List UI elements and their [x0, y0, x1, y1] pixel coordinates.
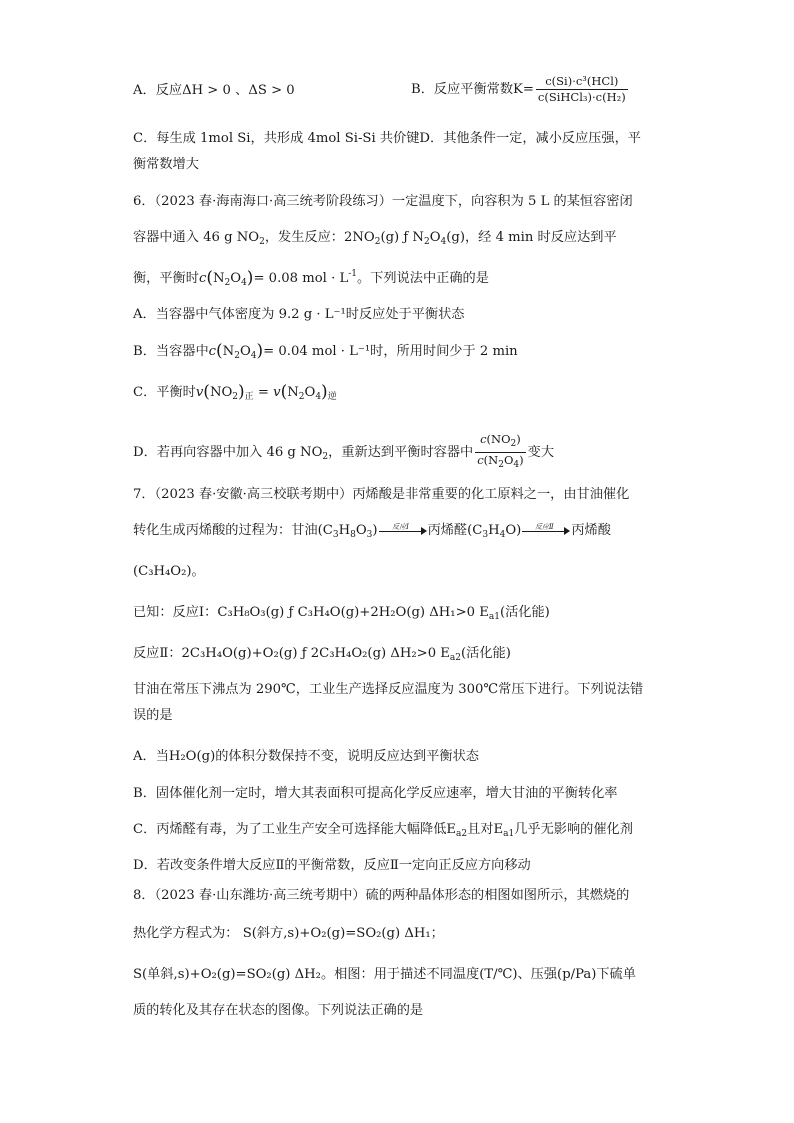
concentration-ratio-fraction: $\frac{c(NO_2)}{c(N_2O_4)}$ [477, 432, 524, 470]
q7-stem-line2: 转化生成丙烯酸的过程为：甘油$(C_3H_8O_3)$ 反应Ⅰ 丙烯醛$(C_3H_4O)$ 反应Ⅱ 丙烯酸 [133, 522, 611, 540]
q7-stem-line1: 7．（2023 春·安徽·高三校联考期中）丙烯酸是非常重要的化工原料之一，由甘油催化 [133, 487, 630, 502]
q7-option-c: C．丙烯醛有毒，为了工业生产安全可选择能大幅降低$E_{a2}$且对$E_{a1}$几乎无影响的催化剂 [133, 822, 633, 839]
q6-stem-line2: 容器中通入 46 g $NO_2$，发生反应：$2NO_2(g)$ ƒ $N_2O_4(g)$，经 4 min 时反应达到平 [133, 230, 617, 247]
q8-stem-line1: 8．（2023 春·山东潍坊·高三统考期中）硫的两种晶体形态的相图如图所示，其燃烧的 [133, 888, 630, 903]
q7-stem-line3: (C₃H₄O₂)。 [133, 564, 205, 579]
q6-option-a: A．当容器中气体密度为 9.2 g · L⁻¹时反应处于平衡状态 [133, 307, 465, 322]
q7-reaction-2: 反应Ⅱ：2C₃H₄O(g)+O₂(g) ƒ 2C₃H₄O₂(g) ΔH₂>0 $E_{a2}$(活化能) [133, 646, 511, 663]
reaction-arrow-1: 反应Ⅰ [379, 525, 427, 537]
q7-option-b: B．固体催化剂一定时，增大其表面积可提高化学反应速率，增大甘油的平衡转化率 [133, 786, 618, 801]
q5-option-a: A．反应ΔH > 0 、ΔS > 0 [133, 83, 295, 98]
reaction-arrow-2: 反应Ⅱ [522, 525, 570, 537]
q7-note-line1: 甘油在常压下沸点为 290℃，工业生产选择反应温度为 300℃常压下进行。下列说法错 [133, 682, 644, 697]
equilibrium-constant-fraction: $\frac{\text{c(Si)·c³(HCl)}}{\text{c(SiHCl₃)·c(H₂)}}$ [537, 74, 626, 104]
q7-option-d: D．若改变条件增大反应Ⅱ的平衡常数，反应Ⅱ一定向正反应方向移动 [133, 858, 531, 873]
q6-option-d: D．若再向容器中加入 46 g $NO_2$，重新达到平衡时容器中 $\frac{c(NO_2)}{c(N_2O_4)}$ 变大 [133, 432, 554, 473]
q7-reaction-1: 已知：反应Ⅰ：C₃H₈O₃(g) ƒ C₃H₄O(g)+2H₂O(g) ΔH₁>0 $E_{a1}$(活化能) [133, 605, 550, 622]
q8-stem-line2: 热化学方程式为： S(斜方,s)+O₂(g)=SO₂(g) ΔH₁； [133, 926, 444, 941]
q7-option-a: A．当H₂O(g)的体积分数保持不变，说明反应达到平衡状态 [133, 749, 479, 764]
q6-stem-line1: 6．（2023 春·海南海口·高三统考阶段练习）一定温度下，向容积为 5 L 的某恒容密闭 [133, 194, 633, 209]
q5-option-d-cont: 衡常数增大 [133, 157, 199, 172]
q6-option-b: B．当容器中$c(N_2O_4)= 0.04$ mol · L⁻¹时，所用时间少于 2 min [133, 341, 518, 361]
q6-option-c: C．平衡时$v(NO_2)_正 = v(N_2O_4)_逆$ [133, 382, 337, 402]
q5-option-b: B．反应平衡常数K= $\frac{\text{c(Si)·c³(HCl)}}{\text{c(SiHCl₃)·c(H₂)}}$ [411, 74, 626, 104]
q8-stem-line3: S(单斜,s)+O₂(g)=SO₂(g) ΔH₂。相图：用于描述不同温度(T/℃)、压强(p/Pa)下硫单 [133, 967, 636, 982]
q5-option-c-d: C．每生成 1mol Si，共形成 4mol Si-Si 共价键D．其他条件一定，减小反应压强，平 [133, 131, 641, 146]
q8-stem-line4: 质的转化及其存在状态的图像。下列说法正确的是 [133, 1003, 424, 1018]
q7-note-line2: 误的是 [133, 708, 173, 723]
q6-stem-line3: 衡，平衡时$c(N_2O_4)= 0.08$ mol · $L^{-1}$。下列说法中正确的是 [133, 268, 489, 288]
